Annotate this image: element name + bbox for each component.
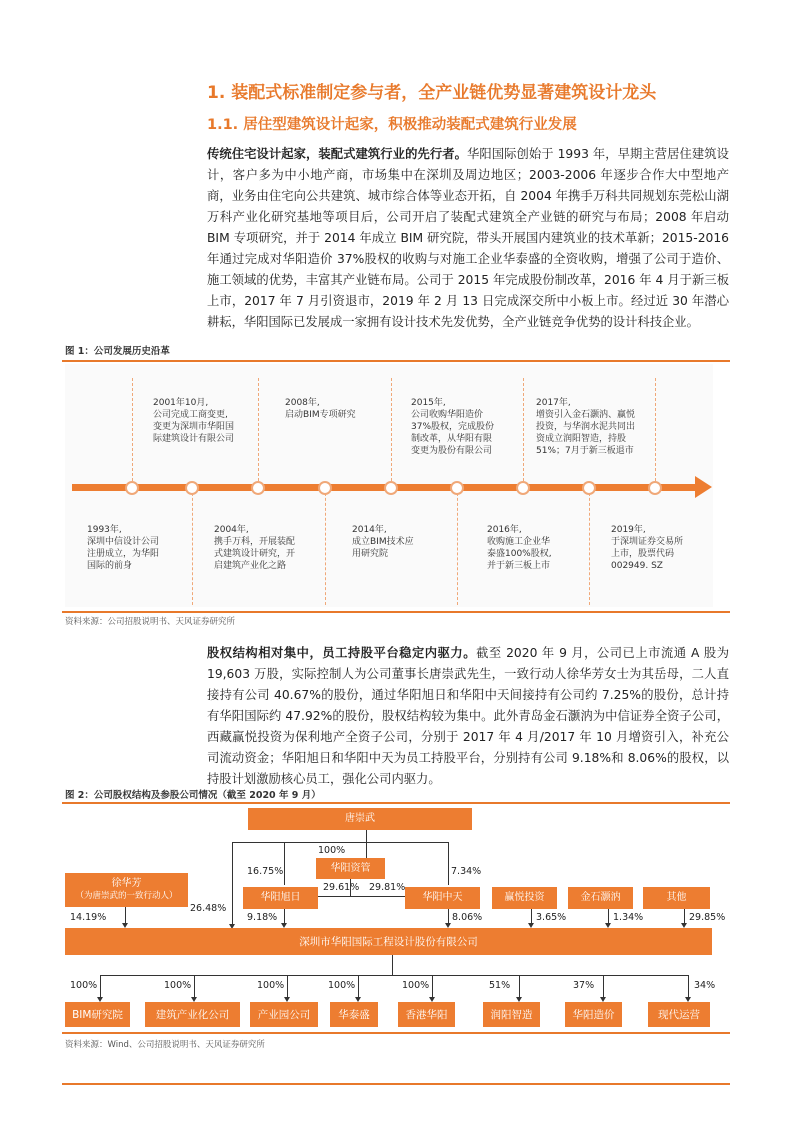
- subsidiary-node: 华泰盛: [330, 1002, 378, 1027]
- sub-pct: 100%: [257, 980, 285, 991]
- node-note: （为唐崇武的一致行动人）: [75, 891, 178, 901]
- timeline-node: [450, 481, 464, 495]
- pct-label: 29.81%: [369, 882, 406, 893]
- sub-pct: 100%: [70, 980, 98, 991]
- connector: [232, 842, 233, 925]
- connector: [358, 975, 359, 999]
- timeline-guide: [457, 488, 458, 605]
- figure1-source: 资料来源：公司招股说明书、天风证券研究所: [65, 617, 236, 627]
- sub-pct: 100%: [164, 980, 192, 991]
- timeline-event: 2015年, 公司收购华阳造价 37%股权，完成股份 制改革，从华阳有限 变更为股份有限公司: [411, 398, 495, 456]
- pct-label: 7.34%: [451, 866, 482, 877]
- timeline-guide: [258, 378, 259, 486]
- footer-divider: [62, 1083, 730, 1085]
- paragraph-shareholding: [207, 643, 729, 790]
- subsidiary-node: 产业园公司: [250, 1002, 318, 1027]
- node-yy: 赢悦投资: [492, 887, 557, 909]
- timeline-node: [251, 481, 265, 495]
- connector: [448, 842, 449, 885]
- figure2-source: 资料来源：Wind、公司招股说明书、天风证券研究所: [65, 1040, 265, 1050]
- timeline-guide: [655, 378, 656, 486]
- timeline-node: [318, 481, 332, 495]
- sub-pct: 100%: [402, 980, 430, 991]
- pct-label: 26.48%: [190, 903, 227, 914]
- pct-label: 100%: [318, 845, 346, 856]
- paragraph-history: [207, 144, 729, 333]
- timeline-node: [648, 481, 662, 495]
- connector: [688, 975, 689, 999]
- pct-label: 16.75%: [247, 866, 284, 877]
- subsidiary-node: BIM研究院: [65, 1002, 130, 1027]
- divider: [62, 1032, 730, 1034]
- timeline-event: 2008年, 启动BIM专项研究: [285, 398, 356, 420]
- paragraph-body: 华阳国际创始于 1993 年，早期主营居住建筑设计，客户多为中小地产商，市场集中在深圳及周边地区；2003-2006 年逐步合作大中型地产商，业务由住宅向公共建筑、城市综合体等业态开拓，自 2004 年携手万科共同规划东莞松山湖万科产业化研究基地等项目后，公司开启了装配式建筑全产业链的研究与布局；2008 年启动 BIM 专项研究，并于 2014 年成立 BIM 研究院，带头开展国内建筑业的技术革新；2015-2016 年通过完成对华阳造价 37%股权的收购与对施工企业华泰盛的全资收购，增强了公司于造价、施工领域的优势，丰富其产业链布局。公司于 2015 年完成股份制改革，2016 年 4 月于新三板上市，2017 年 7 月引资退市，2019 年 2 月 13 日完成深交所中小板上市。经过近 30 年潜心耕耘，华阳国际已发展成一家拥有设计技术先发优势，全产业链竞争优势的设计科技企业。: [207, 147, 729, 329]
- connector: [232, 842, 448, 843]
- paragraph-lead: 股权结构相对集中，员工持股平台稳定内驱力。: [207, 646, 477, 660]
- subsidiary-node: 华阳造价: [565, 1002, 622, 1027]
- subsidiary-node: 建筑产业化公司: [145, 1002, 240, 1027]
- pct-label: 29.85%: [689, 912, 726, 923]
- timeline-event: 2019年, 于深圳证券交易所 上市，股票代码 002949. SZ: [611, 525, 684, 571]
- connector: [432, 975, 433, 999]
- divider: [62, 802, 730, 804]
- timeline-event: 2001年10月, 公司完成工商变更, 变更为深圳市华阳国 际建筑设计有限公司: [153, 398, 235, 444]
- section-heading: 1. 装配式标准制定参与者，全产业链优势显著建筑设计龙头: [207, 83, 657, 103]
- pct-label: 29.61%: [323, 882, 360, 893]
- paragraph-lead: 传统住宅设计起家，装配式建筑行业的先行者。: [207, 147, 467, 161]
- timeline-node: [384, 481, 398, 495]
- timeline-guide: [391, 378, 392, 486]
- figure2-title: 图 2：公司股权结构及参股公司情况（截至 2020 年 9 月）: [65, 790, 321, 801]
- connector: [519, 975, 520, 999]
- subsidiary-node: 润阳智造: [483, 1002, 540, 1027]
- connector: [100, 975, 101, 999]
- connector: [194, 975, 195, 999]
- pct-label: 1.34%: [613, 912, 644, 923]
- timeline-event: 2017年, 增资引入金石灏汭、赢悦 投资，与华润水泥共同出 资成立润阳智造，持股 51%；7月于新三板退市: [536, 398, 636, 456]
- pct-label: 8.06%: [452, 912, 483, 923]
- node-xr: 华阳旭日: [243, 887, 318, 909]
- sub-pct: 51%: [489, 980, 511, 991]
- paragraph-body: 截至 2020 年 9 月，公司已上市流通 A 股为 19,603 万股，实际控制人为公司董事长唐崇武先生，一致行动人徐华芳女士为其岳母，二人直接持有公司 40.67%的股份，通过华阳旭日和华阳中天间接持有公司约 7.25%的股份，总计持有华阳国际约 47.92%的股份，股权结构较为集中。此外青岛金石灏汭为中信证券全资子公司，西藏赢悦投资为保利地产全资子公司，分别于 2017 年 4 月/2017 年 10 月增资引入，补充公司流动资金；华阳旭日和华阳中天为员工持股平台，分别持有公司 9.18%和 8.06%的股权，以持股计划激励核心员工，强化公司内驱力。: [207, 646, 729, 786]
- node-zt: 华阳中天: [405, 887, 480, 909]
- node-xu: [65, 873, 188, 907]
- timeline-event: 1993年, 深圳中信设计公司 注册成立，为华阳 国际的前身: [87, 525, 160, 571]
- node-qt: 其他: [643, 887, 710, 909]
- connector: [366, 830, 367, 858]
- sub-pct: 37%: [573, 980, 595, 991]
- node-zg: 华阳资管: [316, 858, 385, 879]
- timeline-node: [185, 481, 199, 495]
- subsidiary-node: 现代运营: [648, 1002, 710, 1027]
- pct-label: 14.19%: [70, 912, 107, 923]
- arrow-head-icon: [695, 476, 712, 498]
- pct-label: 9.18%: [247, 912, 278, 923]
- timeline-node: [582, 481, 596, 495]
- node-js: 金石灏汭: [568, 887, 633, 909]
- divider: [62, 611, 730, 613]
- timeline-event: 2014年, 成立BIM技术应 用研究院: [352, 525, 414, 559]
- connector: [318, 896, 405, 897]
- sub-pct: 100%: [328, 980, 356, 991]
- sub-pct: 34%: [694, 980, 716, 991]
- subsidiary-node: 香港华阳: [398, 1002, 455, 1027]
- timeline-guide: [589, 488, 590, 605]
- connector: [603, 975, 604, 999]
- figure1-title: 图 1：公司发展历史沿革: [65, 346, 170, 357]
- subsection-heading: 1.1. 居住型建筑设计起家，积极推动装配式建筑行业发展: [207, 117, 577, 133]
- timeline-guide: [132, 378, 133, 486]
- timeline-node: [125, 481, 139, 495]
- divider: [62, 360, 730, 362]
- timeline-guide: [325, 488, 326, 605]
- timeline-event: 2016年, 收购施工企业华 泰盛100%股权, 并于新三板上市: [487, 525, 552, 571]
- connector: [287, 975, 288, 999]
- timeline-event: 2004年, 携手万科，开展装配 式建筑设计研究，开 启建筑产业化之路: [214, 525, 296, 571]
- timeline-guide: [192, 488, 193, 605]
- connector: [100, 975, 688, 976]
- node-tang: 唐崇武: [248, 808, 472, 830]
- node-main-company: 深圳市华阳国际工程设计股份有限公司: [65, 928, 712, 955]
- pct-label: 3.65%: [536, 912, 567, 923]
- connector: [392, 955, 393, 975]
- node-label: 徐华芳: [111, 878, 142, 889]
- connector: [284, 842, 285, 885]
- timeline-node: [516, 481, 530, 495]
- timeline-guide: [523, 378, 524, 486]
